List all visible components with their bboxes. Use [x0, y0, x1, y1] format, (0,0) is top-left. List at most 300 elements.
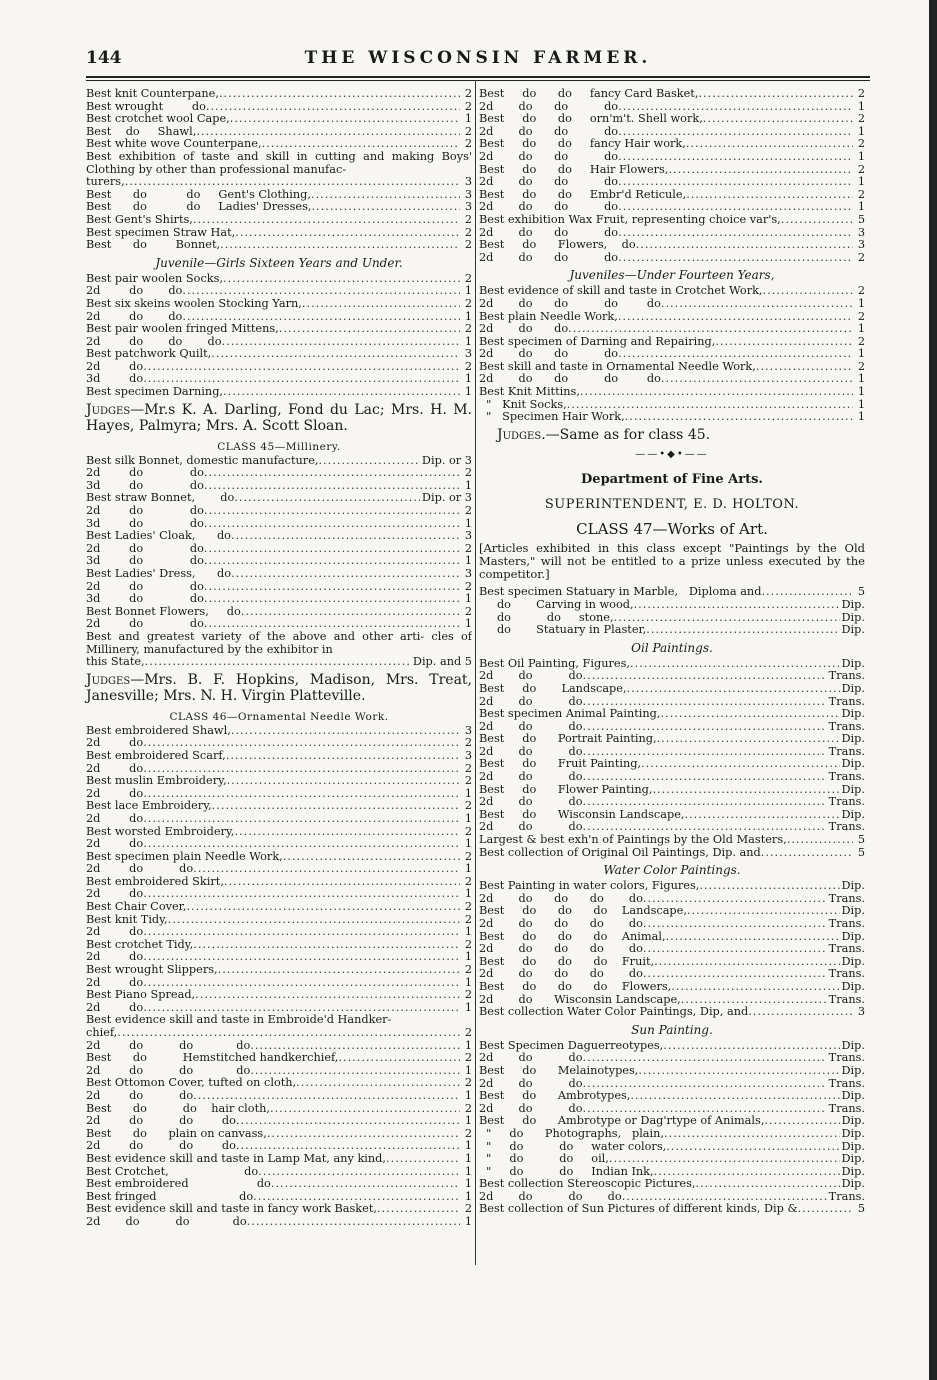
list-item	[479, 943, 865, 956]
list-item	[479, 239, 865, 252]
list-item	[479, 893, 865, 906]
entry-value: 1	[464, 976, 472, 989]
entry-text: 2d do	[86, 1001, 144, 1014]
entry-text: 3d do do	[86, 555, 204, 568]
list-item	[479, 1090, 865, 1103]
leader-dots	[279, 323, 460, 336]
leader-dots	[614, 612, 840, 625]
entry-text: Best Oil Painting, Figures,	[479, 657, 630, 670]
entry-text: Best do do do Flowers,	[479, 980, 672, 993]
entry-value: 2	[857, 310, 865, 323]
list-item	[86, 656, 472, 669]
list-item	[86, 101, 472, 114]
leader-dots	[583, 821, 827, 834]
list-item	[479, 285, 865, 298]
leader-dots	[311, 189, 460, 202]
leader-dots	[618, 311, 853, 324]
list-item	[86, 176, 472, 189]
entry-value: Dip.	[841, 611, 865, 624]
entry-value: 2	[464, 323, 472, 336]
entry-value: 2	[464, 100, 472, 113]
entry-text: Best do Shawl,	[86, 125, 197, 138]
list-item	[86, 1216, 472, 1229]
entry-text: 2d do do do do	[479, 918, 643, 930]
leader-dots	[687, 905, 840, 918]
entry-text: Best skill and taste in Ornamental Needle Work,	[479, 360, 756, 373]
leader-dots	[223, 386, 460, 399]
entry-text: 2d do	[86, 838, 144, 851]
entry-value: 1	[464, 1165, 472, 1178]
entry-value: 2	[464, 938, 472, 951]
entry-text: 2d do do do	[86, 1064, 251, 1077]
entry-value: 3	[464, 348, 472, 361]
entry-value: Dip.	[841, 980, 865, 993]
list-item	[86, 348, 472, 361]
entry-text: Best crotchet Tidy,	[86, 938, 194, 951]
list-item	[479, 956, 865, 969]
list-block	[86, 176, 472, 252]
entry-text: 2d do	[86, 787, 144, 800]
leader-dots	[625, 411, 853, 424]
entry-text: Best do Ambrotype or Dag'rtype of Animals,	[479, 1115, 765, 1128]
list-item	[479, 373, 865, 386]
entry-value: 1	[464, 373, 472, 386]
list-item	[479, 1065, 865, 1078]
list-item	[86, 1140, 472, 1153]
list-item	[479, 931, 865, 944]
leader-dots	[643, 943, 827, 956]
leader-dots	[583, 746, 827, 759]
entry-text: 2d do do do	[479, 1190, 622, 1203]
entry-value: 1	[464, 386, 472, 399]
list-item	[479, 784, 865, 797]
list-item	[479, 834, 865, 847]
entry-text: Best muslin Embroidery,	[86, 775, 227, 788]
leader-dots	[143, 788, 460, 801]
entry-text: Best Ottomon Cover, tufted on cloth,	[86, 1077, 297, 1090]
entry-value: Dip.	[841, 808, 865, 821]
entry-text: Best do Flower Painting,	[479, 783, 653, 796]
judges-text: —Mr.s K. A. Darling, Fond du Lac; Mrs. H. M. Hayes, Palmyra; Mrs. A. Scott Sloan.	[86, 401, 472, 435]
list-item	[479, 311, 865, 324]
entry-text: 2d do do	[86, 1089, 194, 1102]
leader-dots	[258, 1166, 460, 1179]
entry-value: Dip.	[841, 880, 865, 893]
judges-text: .—Same as for class 45.	[541, 426, 711, 443]
entry-value: 2	[857, 335, 865, 348]
entry-value: 2	[464, 1077, 472, 1090]
header-rule-thin	[86, 80, 870, 81]
leader-dots	[657, 733, 840, 746]
header-rule	[86, 76, 870, 78]
entry-value: Dip.	[841, 1140, 865, 1153]
entry-text: 2d do do	[86, 618, 204, 631]
entry-value: 1	[857, 373, 865, 386]
list-item	[86, 1002, 472, 1015]
leader-dots	[226, 750, 460, 763]
entry-text: Best Piano Spread,	[86, 989, 196, 1002]
entry-text: Best do do do Fruit,	[479, 955, 655, 968]
leader-dots	[143, 977, 460, 990]
list-item	[479, 151, 865, 164]
entry-text: Best knit Counterpane,	[86, 88, 219, 100]
entry-text: Best embroidered Skirt,	[86, 875, 224, 888]
list-item	[86, 863, 472, 876]
judges-label: Judges	[497, 426, 542, 443]
entry-value: 1	[464, 863, 472, 876]
list-item	[479, 771, 865, 784]
leader-dots	[311, 201, 460, 214]
leader-dots	[634, 599, 840, 612]
leader-dots	[761, 586, 853, 599]
leader-dots	[618, 176, 853, 189]
entry-value: 2	[464, 605, 472, 618]
entry-value: 1	[464, 1039, 472, 1052]
entry-text: Best lace Embroidery,	[86, 800, 212, 813]
list-item	[86, 813, 472, 826]
entry-value: 2	[464, 505, 472, 518]
leader-dots	[698, 88, 853, 101]
list-item	[86, 492, 472, 505]
list-item	[86, 977, 472, 990]
list-item	[86, 373, 472, 386]
entry-value: 2	[857, 285, 865, 298]
leader-dots	[781, 214, 853, 227]
entry-text: Best plain Needle Work,	[479, 310, 618, 323]
list-item	[479, 189, 865, 202]
list-item	[86, 939, 472, 952]
entry-value: 2	[464, 88, 472, 100]
section-heading: Juvenile—Girls Sixteen Years and Under.	[155, 255, 403, 270]
leader-dots	[377, 1203, 460, 1216]
list-item	[86, 555, 472, 568]
entry-value: Trans.	[828, 892, 865, 905]
entry-text: 2d do do do	[479, 150, 619, 163]
entry-text: 2d do do do	[479, 348, 619, 361]
section-heading: Oil Paintings.	[631, 640, 713, 655]
entry-text: Best specimen of Darning and Repairing,	[479, 335, 716, 348]
entry-value: 5	[857, 213, 865, 226]
entry-value: Trans.	[828, 796, 865, 809]
leader-dots	[668, 164, 853, 177]
list-item	[86, 725, 472, 738]
entry-value: 1	[464, 787, 472, 800]
leader-dots	[661, 708, 840, 721]
list-item	[86, 1052, 472, 1065]
entry-value: 2	[464, 360, 472, 373]
entry-text: Best collection of Original Oil Paintings, Dip. and	[479, 846, 761, 859]
entry-value: 2	[464, 1102, 472, 1115]
entry-value: Trans.	[828, 771, 865, 784]
entry-text: Best embroidered Scarf,	[86, 749, 226, 762]
list-item	[479, 214, 865, 227]
list-item	[479, 612, 865, 625]
entry-value: Trans.	[828, 1102, 865, 1115]
page-header	[86, 48, 870, 76]
list-item	[86, 901, 472, 914]
list-item	[479, 918, 865, 931]
leader-dots	[618, 101, 853, 114]
leader-dots	[580, 386, 853, 399]
entry-value: 2	[857, 360, 865, 373]
section-heading: Juveniles—Under Fourteen Years,	[569, 268, 775, 283]
section-heading: Sun Painting.	[631, 1022, 713, 1037]
entry-text: 2d do do do	[479, 251, 619, 264]
leader-dots	[182, 285, 460, 298]
entry-value: 2	[464, 467, 472, 480]
entry-text: Best do do orn'm't. Shell work,	[479, 113, 703, 126]
entry-text: Best do do do Landscape,	[479, 905, 687, 918]
entry-text: 2d do do do do	[479, 943, 643, 956]
leader-dots	[220, 239, 460, 252]
list-item	[479, 696, 865, 709]
entry-text: Best do Melainotypes,	[479, 1064, 639, 1077]
entry-text: Best collection of Sun Pictures of different kinds, Dip &	[479, 1203, 798, 1216]
list-item	[86, 239, 472, 252]
list-item	[479, 298, 865, 311]
list-block	[479, 586, 865, 636]
entry-text: Best Bonnet Flowers, do	[86, 605, 241, 618]
list-item	[479, 1115, 865, 1128]
list-item	[479, 323, 865, 336]
entry-value: Dip.	[841, 708, 865, 721]
leader-dots	[143, 763, 460, 776]
entry-text: Best do do Gent's Clothing,	[86, 188, 311, 201]
list-item	[479, 821, 865, 834]
entry-value: 1	[464, 1178, 472, 1191]
list-item	[86, 214, 472, 227]
leader-dots	[195, 989, 460, 1002]
entry-text: 2d do do do	[86, 1039, 251, 1052]
entry-value: Trans.	[828, 670, 865, 683]
leader-dots	[235, 227, 460, 240]
list-item	[86, 336, 472, 349]
separator-ornament: ——•◆•——	[635, 449, 709, 461]
leader-dots	[583, 1052, 827, 1065]
leader-dots	[568, 323, 853, 336]
leader-dots	[763, 285, 853, 298]
list-item	[86, 530, 472, 543]
wrapped-entry: Best and greatest variety of the above and other arti- cles of Millinery, manufactured by the exhibitor in	[86, 630, 472, 656]
page-edge	[929, 0, 937, 1380]
list-item	[86, 1166, 472, 1179]
entry-text: Best do Portrait Painting,	[479, 733, 657, 746]
entry-value: 2	[464, 775, 472, 788]
entry-value: 2	[464, 272, 472, 285]
leader-dots	[686, 189, 853, 202]
entry-text: " do do oil,	[479, 1153, 609, 1166]
list-item	[86, 543, 472, 556]
entry-text: 2d do do	[86, 863, 194, 876]
list-item	[479, 758, 865, 771]
entry-text: Best do do hair cloth,	[86, 1102, 270, 1115]
entry-text: 2d do	[86, 812, 144, 825]
list-item	[479, 599, 865, 612]
leader-dots	[583, 721, 827, 734]
entry-text: " Knit Socks,	[479, 398, 567, 411]
entry-text: do Carving in wood,	[479, 598, 634, 611]
leader-dots	[224, 876, 460, 889]
entry-value: 5	[857, 834, 865, 847]
leader-dots	[703, 113, 853, 126]
entry-value: 2	[464, 226, 472, 239]
leader-dots	[567, 399, 853, 412]
entry-value: Trans.	[828, 821, 865, 834]
judges-note	[86, 672, 472, 705]
leader-dots	[231, 568, 460, 581]
entry-text: Best specimen Darning,	[86, 386, 224, 399]
entry-value: 1	[857, 176, 865, 189]
list-item	[479, 994, 865, 1007]
leader-dots	[223, 273, 460, 286]
leader-dots	[236, 1115, 460, 1128]
leader-dots	[247, 1216, 460, 1229]
entry-text: 2d do do	[86, 505, 204, 518]
entry-text: Best specimen Animal Painting,	[479, 708, 661, 721]
list-item	[479, 113, 865, 126]
wrapped-entry: Best exhibition of taste and skill in cutting and making Boys' Clothing by other than professional manufac-	[86, 150, 472, 176]
leader-dots	[219, 88, 460, 101]
entry-value: 2	[464, 964, 472, 977]
leader-dots	[143, 888, 460, 901]
entry-text: 2d do do do do	[479, 892, 643, 905]
entry-value: 1	[464, 1064, 472, 1077]
leader-dots	[250, 1065, 460, 1078]
entry-value: 1	[464, 926, 472, 939]
list-item	[86, 1077, 472, 1090]
leader-dots	[271, 1178, 460, 1191]
list-item	[479, 1103, 865, 1116]
entry-value: 2	[464, 762, 472, 775]
list-item	[86, 1153, 472, 1166]
list-item	[479, 252, 865, 265]
judges-note	[479, 427, 865, 444]
entry-text: 2d do	[86, 888, 144, 901]
entry-value: 1	[464, 1152, 472, 1165]
entry-value: 1	[464, 1140, 472, 1153]
leader-dots	[643, 968, 827, 981]
entry-text: Best embroidered do	[86, 1178, 271, 1191]
list-item	[86, 1027, 472, 1040]
leader-dots	[236, 1140, 460, 1153]
entry-text: 2d do do do do	[479, 968, 643, 981]
leader-dots	[583, 796, 827, 809]
entry-value: 2	[464, 875, 472, 888]
judges-label: Judges	[86, 401, 131, 418]
entry-value: Dip.	[841, 1165, 865, 1178]
entry-value: Dip.	[841, 598, 865, 611]
list-item	[479, 1078, 865, 1091]
entry-text: 2d do do	[86, 310, 183, 323]
leader-dots	[204, 505, 460, 518]
list-item	[479, 101, 865, 114]
entry-value: Dip.	[841, 1090, 865, 1103]
leader-dots	[204, 581, 460, 594]
entry-value: 1	[464, 1190, 472, 1203]
list-item	[479, 683, 865, 696]
entry-value: 2	[464, 901, 472, 914]
judges-label: Judges	[86, 671, 131, 688]
list-block	[479, 880, 865, 1019]
leader-dots	[715, 336, 853, 349]
list-item	[479, 227, 865, 240]
leader-dots	[204, 518, 460, 531]
entry-value: 5	[857, 586, 865, 599]
list-item	[86, 838, 472, 851]
entry-value: 1	[857, 150, 865, 163]
leader-dots	[748, 1006, 853, 1019]
entry-value: 1	[464, 555, 472, 568]
entry-value: 1	[857, 100, 865, 113]
entry-value: Dip.	[841, 733, 865, 746]
entry-value: Dip. and 5	[412, 656, 472, 669]
entry-value: 1	[464, 618, 472, 631]
leader-dots	[204, 618, 460, 631]
list-item	[86, 788, 472, 801]
class-heading: CLASS 45—Millinery.	[217, 440, 341, 453]
list-item	[479, 905, 865, 918]
leader-dots	[234, 826, 460, 839]
list-item	[86, 1128, 472, 1141]
leader-dots	[193, 939, 460, 952]
list-item	[479, 1166, 865, 1179]
leader-dots	[583, 771, 827, 784]
entry-text: Best straw Bonnet, do	[86, 492, 235, 505]
entry-text: Best collection Water Color Paintings, Dip, and	[479, 1006, 749, 1019]
list-item	[86, 1065, 472, 1078]
leader-dots	[145, 656, 411, 669]
entry-value: 3	[857, 226, 865, 239]
entry-text: Best Specimen Daguerreotypes,	[479, 1039, 664, 1052]
list-item	[479, 809, 865, 822]
entry-text: Best do plain on canvass,	[86, 1127, 267, 1140]
entry-text: Best do do fancy Hair work,	[479, 138, 686, 151]
entry-text: Best do Flowers, do	[479, 239, 636, 252]
list-item	[479, 586, 865, 599]
list-block	[86, 88, 472, 151]
list-item	[479, 1153, 865, 1166]
list-item	[479, 1052, 865, 1065]
leader-dots	[386, 1153, 460, 1166]
superintendent-line: SUPERINTENDENT, E. D. HOLTON.	[544, 497, 800, 513]
entry-value: 1	[464, 951, 472, 964]
list-block	[479, 1040, 865, 1216]
list-item	[479, 348, 865, 361]
list-item	[86, 593, 472, 606]
entry-value: Trans.	[828, 968, 865, 981]
entry-text: 2d do	[86, 762, 144, 775]
leader-dots	[212, 800, 460, 813]
list-item	[479, 336, 865, 349]
entry-value: 3	[464, 568, 472, 580]
entry-value: 1	[464, 1089, 472, 1102]
list-item	[479, 1178, 865, 1191]
leader-dots	[618, 151, 853, 164]
entry-value: 2	[857, 138, 865, 151]
leader-dots	[143, 926, 460, 939]
leader-dots	[227, 775, 460, 788]
entry-text: this State,	[86, 656, 145, 669]
entry-text: 2d do do	[479, 796, 583, 809]
entry-text: 2d do do do	[86, 1140, 236, 1153]
entry-text: 2d do do do	[479, 176, 619, 189]
entry-text: Best exhibition Wax Fruit, representing choice var's,	[479, 213, 781, 226]
entry-value: Trans.	[828, 695, 865, 708]
leader-dots	[638, 1065, 839, 1078]
leader-dots	[230, 113, 460, 126]
list-item	[479, 138, 865, 151]
entry-text: Best specimen Straw Hat,	[86, 226, 236, 239]
